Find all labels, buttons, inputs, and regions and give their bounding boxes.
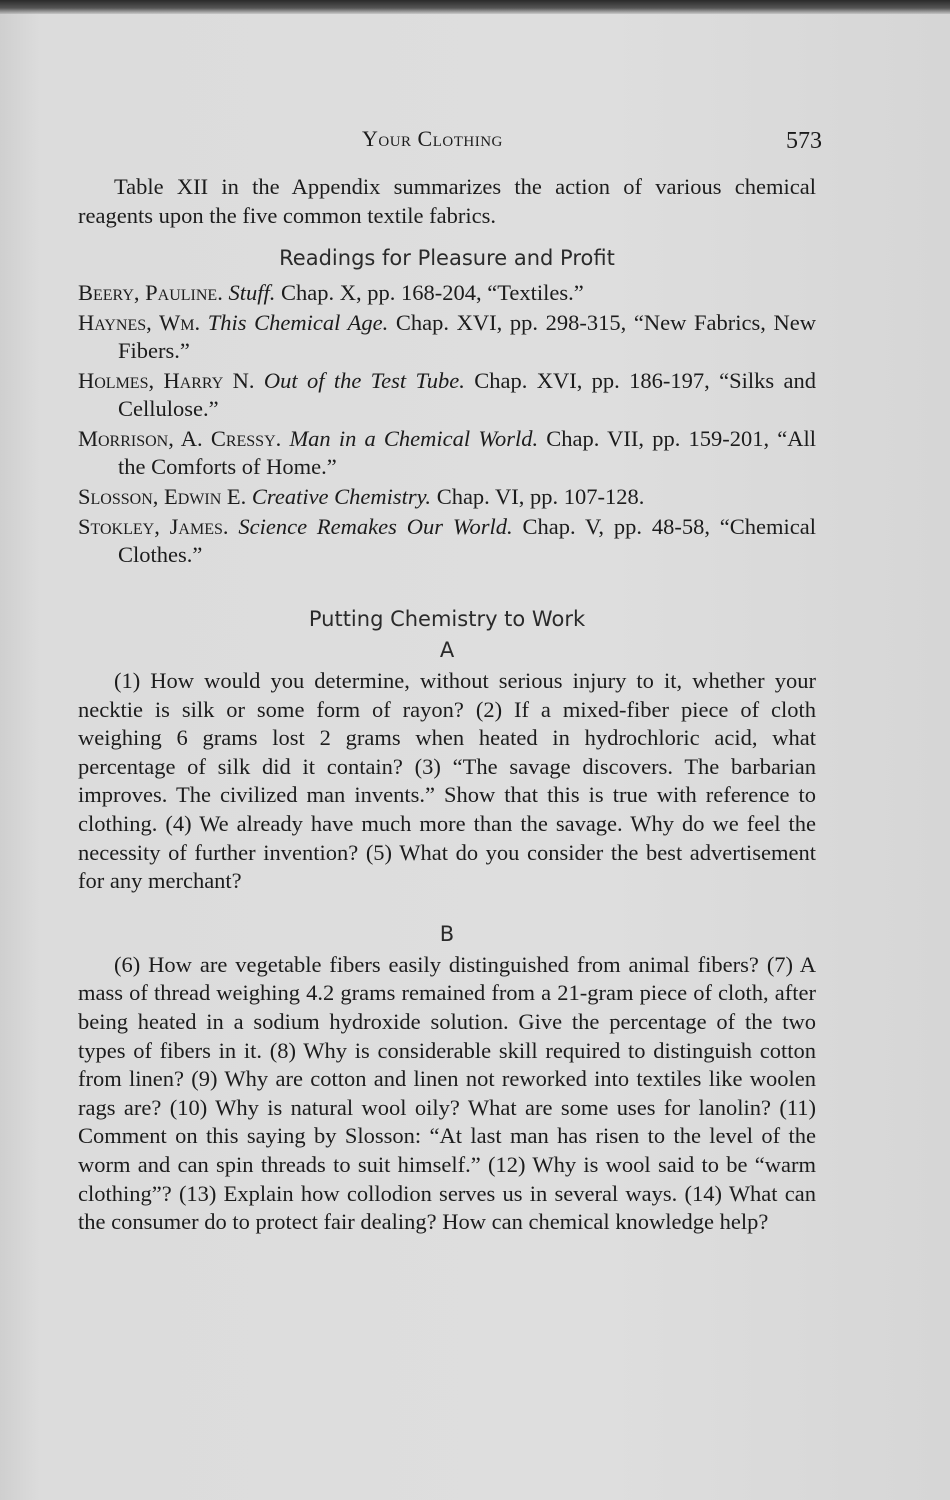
reading-author: Slosson, Edwin E.: [78, 484, 247, 509]
reading-item: [78, 367, 816, 423]
reading-title: Stuff.: [228, 280, 276, 305]
readings-list: [78, 279, 816, 569]
readings-heading: Readings for Pleasure and Profit: [279, 246, 615, 270]
reading-title: Out of the Test Tube.: [263, 368, 465, 393]
reading-author: Morrison, A. Cressy.: [78, 426, 282, 451]
page-header: [0, 124, 950, 158]
reading-author: Stokley, James.: [78, 514, 229, 539]
running-head: Your Clothing: [362, 126, 503, 151]
reading-item: [78, 483, 816, 511]
reading-item: [78, 279, 816, 307]
section-b-label: B: [439, 921, 455, 946]
exercises-heading: Putting Chemistry to Work: [308, 607, 586, 631]
reading-item: [78, 309, 816, 365]
spacer: [78, 571, 816, 605]
reading-title: This Chemical Age.: [207, 310, 389, 335]
intro-paragraph: Table XII in the Appendix summarizes the action of various chemical reagents upon the five common textile fabrics.: [78, 174, 816, 228]
page-number: 573: [786, 128, 822, 154]
section-b-questions: (6) How are vegetable fibers easily distinguished from animal fibers? (7) A mass of thread weighing 4.2 grams remained from a 21-gram piece of cloth, after being heated in a sodium hydroxide solution. Give the percentage of the two types of fibers in it. (8) Why is considerable skill required to distinguish cotton from linen? (9) Why are cotton and linen not reworked into textiles like woolen rags are? (10) Why is natural wool oily? What are some uses for lanolin? (11) Comment on this saying by Slosson: “At last man has risen to the level of the worm and can spin threads to suit himself.” (12) Why is wool said to be “warm clothing”? (13) Explain how collodion serves us in several ways. (14) What can the consumer do to protect fair dealing? How can chemical knowledge help?: [78, 951, 816, 1235]
section-a-label: A: [439, 638, 455, 662]
reading-details: Chap. XVI, pp. 298-315, “New Fabrics, New Fibers.”: [118, 310, 817, 363]
page-content: [78, 172, 816, 1237]
section-a-questions: (1) How would you determine, without serious injury to it, whether your necktie is silk or some form of rayon? (2) If a mixed-fiber piece of cloth weighing 6 grams lost 2 grams when heated in hydrochloric acid, what percentage of silk did it contain? (3) “The savage discovers. The barbarian improves. The civilized man invents.” Show that this is true with reference to clothing. (4) We already have much more than the savage. Why do we feel the necessity of further invention? (5) What do you consider the best advertisement for any merchant?: [78, 668, 816, 894]
reading-title: Man in a Chemical World.: [289, 426, 539, 451]
spacer: [78, 896, 816, 920]
reading-item: [78, 513, 816, 569]
reading-author: Beery, Pauline.: [78, 280, 223, 305]
reading-details: Chap. VII, pp. 159-201, “All the Comforts of Home.”: [118, 426, 816, 479]
reading-author: Haynes, Wm.: [78, 310, 201, 335]
reading-item: [78, 425, 816, 481]
page-top-edge: [0, 0, 950, 14]
reading-details: Chap. XVI, pp. 186-197, “Silks and Cellulose.”: [118, 368, 816, 421]
reading-details: Chap. X, pp. 168-204, “Textiles.”: [280, 280, 584, 305]
reading-title: Creative Chemistry.: [251, 484, 432, 509]
reading-details: Chap. V, pp. 48-58, “Chemical Clothes.”: [118, 514, 817, 567]
reading-title: Science Remakes Our World.: [238, 514, 513, 539]
reading-details: Chap. VI, pp. 107-128.: [436, 484, 645, 509]
reading-author: Holmes, Harry N.: [78, 368, 255, 393]
